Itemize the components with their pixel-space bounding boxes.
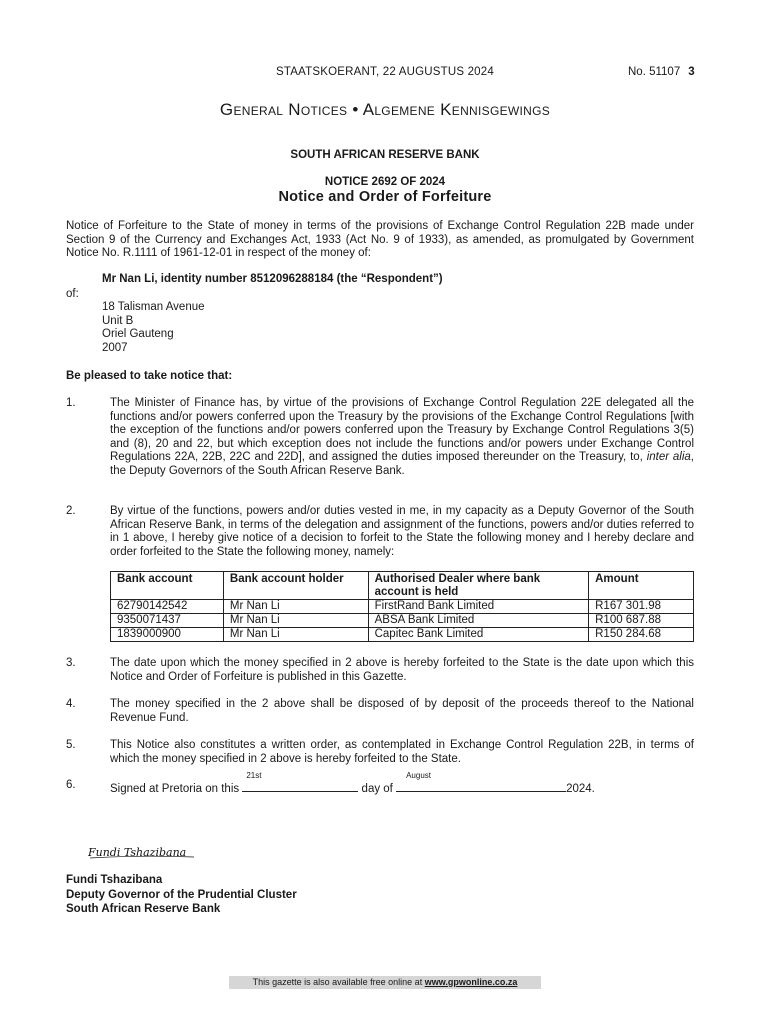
address <box>102 301 205 355</box>
paragraph-number: 6. <box>66 779 76 791</box>
table-cell: FirstRand Bank Limited <box>368 600 589 614</box>
column-header: Authorised Dealer where bank account is held <box>368 572 589 600</box>
table-cell: Mr Nan Li <box>223 614 368 628</box>
svg-text:Fundi Tshazibana: Fundi Tshazibana <box>88 846 187 859</box>
table-header-row <box>111 572 694 600</box>
address-line: 2007 <box>102 341 128 354</box>
of-label: of: <box>66 288 79 300</box>
take-notice-heading: Be pleased to take notice that: <box>66 370 233 382</box>
notice-title: Notice and Order of Forfeiture <box>278 189 492 205</box>
page-number: 3 <box>688 66 695 78</box>
address-line: Unit B <box>102 314 134 327</box>
table-row <box>111 600 694 614</box>
paragraph-1-end: , the Deputy Governors of the South African Reserve Bank. <box>110 451 694 477</box>
notice-number: NOTICE 2692 OF 2024 <box>324 176 446 188</box>
footer-banner <box>229 976 541 989</box>
paragraph-number: 4. <box>66 698 76 710</box>
signatory-name: Fundi Tshazibana <box>66 874 163 886</box>
paragraph-5: This Notice also constitutes a written order, as contemplated in Exchange Control Regulation 22B, in terms of which the money specified in 2 above is hereby forfeited to the State. <box>110 739 694 765</box>
day-value: 21st <box>246 771 262 780</box>
table-cell: 9350071437 <box>111 614 224 628</box>
paragraph-3: The date upon which the money specified in 2 above is hereby forfeited to the State is the date upon which this Notice and Order of Forfeiture is published in this Gazette. <box>110 657 694 683</box>
paragraph-number: 1. <box>66 397 76 409</box>
month-value: August <box>406 771 431 780</box>
issuer-title: SOUTH AFRICAN RESERVE BANK <box>290 149 480 161</box>
address-line: 18 Talisman Avenue <box>102 301 205 313</box>
day-of-label: day of <box>361 783 393 795</box>
paragraph-number: 3. <box>66 657 76 669</box>
table-cell: R167 301.98 <box>589 600 694 614</box>
footer-link[interactable]: www.gpwonline.co.za <box>424 977 518 987</box>
footer-text: This gazette is also available free online at <box>252 977 423 987</box>
intro-paragraph: Notice of Forfeiture to the State of money in terms of the provisions of Exchange Control Regulation 22B made under Section 9 of the Currency and Exchanges Act, 1933 (Act No. 9 of 1933), as amended, as promulgated by Government Notice No. R.1111 of 1961-12-01 in respect of the money of: <box>66 220 694 260</box>
year-value: 2024. <box>566 783 595 795</box>
issue-label: No. 51107 <box>628 66 681 78</box>
paragraph-number: 5. <box>66 739 76 751</box>
table-cell: Mr Nan Li <box>223 600 368 614</box>
gazette-header: STAATSKOERANT, 22 AUGUSTUS 2024 <box>276 66 494 78</box>
address-line: Oriel Gauteng <box>102 328 174 341</box>
section-heading: General Notices • Algemene Kennisgewings <box>219 100 551 119</box>
signatory-org: South African Reserve Bank <box>66 903 221 915</box>
respondent: Mr Nan Li, identity number 8512096288184 (the “Respondent”) <box>102 273 443 285</box>
paragraph-1 <box>110 397 694 479</box>
paragraph-number: 2. <box>66 505 76 517</box>
day-blank <box>242 771 358 792</box>
table-row <box>111 628 694 642</box>
table-cell: Mr Nan Li <box>223 628 368 642</box>
signatory-block <box>66 873 297 917</box>
month-blank <box>396 771 566 792</box>
column-header: Amount <box>589 572 694 600</box>
table-cell: R100 687.88 <box>589 614 694 628</box>
forfeiture-table <box>110 571 694 642</box>
signatory-title: Deputy Governor of the Prudential Cluster <box>66 888 297 901</box>
paragraph-1-italic: inter alia <box>646 451 691 464</box>
handwritten-signature <box>88 842 200 862</box>
table-cell: 62790142542 <box>111 600 224 614</box>
issue-number <box>628 66 695 78</box>
table-row <box>111 614 694 628</box>
signed-prefix: Signed at Pretoria on this <box>110 783 240 795</box>
paragraph-2: By virtue of the functions, powers and/or duties vested in me, in my capacity as a Deputy Governor of the South African Reserve Bank, in terms of the delegation and assignment of the functions, powers and/or duties referred to in 1 above, I hereby give notice of a decision to forfeit to the State the following money and I hereby declare and order forfeited to the State the following money, namely: <box>110 505 694 558</box>
table-cell: Capitec Bank Limited <box>368 628 589 642</box>
column-header: Bank account <box>111 572 224 600</box>
signed-at-line <box>110 771 595 795</box>
paragraph-4: The money specified in the 2 above shall be disposed of by deposit of the proceeds thereof to the National Revenue Fund. <box>110 698 694 724</box>
table-cell: 1839000900 <box>111 628 224 642</box>
table-cell: R150 284.68 <box>589 628 694 642</box>
column-header: Bank account holder <box>223 572 368 600</box>
table-cell: ABSA Bank Limited <box>368 614 589 628</box>
paragraph-1-text: The Minister of Finance has, by virtue of the provisions of Exchange Control Regulation 22E delegated all the functions and/or powers conferred upon the Treasury by the provisions of the Exchange Control Regulations [with the exception of the functions and/or powers conferred upon the Treasury by Exchange Control Regulations 3(5) and (8), 20 and 22, but which exception does not include the functions and/or powers under Exchange Control Regulations 22A, 22B, 22C and 22D], and assigned the duties imposed thereunder on the Treasury, to, <box>110 397 694 464</box>
